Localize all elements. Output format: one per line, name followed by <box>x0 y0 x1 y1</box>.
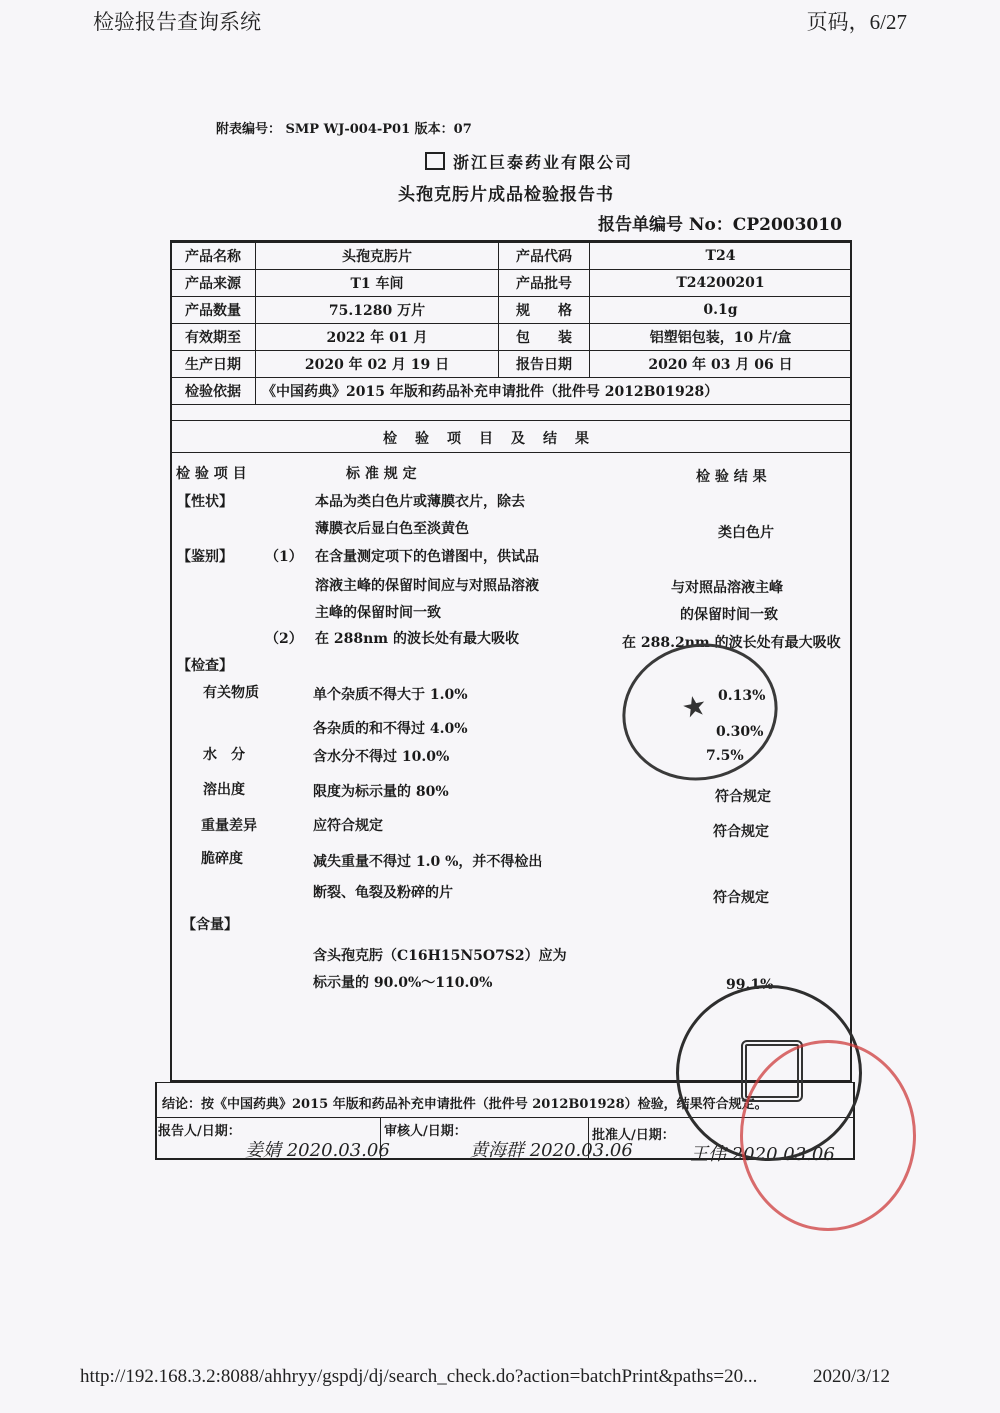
reviewer-label: 审核人/日期： <box>384 1124 467 1139</box>
friability-standard-2: 断裂、龟裂及粉碎的片 <box>313 885 453 901</box>
approver-label: 批准人/日期： <box>592 1128 675 1143</box>
appearance-standard-1: 本品为类白色片或薄膜衣片，除去 <box>315 494 525 510</box>
identification-1-number: （1） <box>265 549 303 565</box>
assay-standard-2: 标示量的 90.0%～110.0% <box>313 975 493 991</box>
column-header-result: 检 验 结 果 <box>696 469 767 485</box>
form-number: 附表编号： SMP WJ-004-P01 版本：07 <box>216 122 472 137</box>
appearance-standard-2: 薄膜衣后显白色至淡黄色 <box>315 521 469 537</box>
assay-standard-1: 含头孢克肟（C16H15N5O7S2）应为 <box>313 948 567 964</box>
company-logo-icon <box>425 152 445 170</box>
page-number: 页码，6/27 <box>806 10 907 34</box>
item-appearance: 【性状】 <box>177 494 233 510</box>
friability-result: 符合规定 <box>713 890 769 906</box>
table-row: 产品名称 头孢克肟片 产品代码 T24 <box>171 243 852 270</box>
item-weight-variation: 重量差异 <box>201 818 257 834</box>
identification-2-number: （2） <box>265 631 303 647</box>
report-number: 报告单编号 No：CP2003010 <box>598 215 842 235</box>
identification-1-standard-2: 溶液主峰的保留时间应与对照品溶液 <box>315 578 539 594</box>
water-result: 7.5% <box>706 748 744 764</box>
print-date: 2020/3/12 <box>812 1366 890 1387</box>
table-row: 产品来源 T1 车间 产品批号 T24200201 <box>171 270 852 297</box>
identification-2-result: 在 288.2nm 的波长处有最大吸收 <box>622 635 841 651</box>
info-table <box>170 242 852 405</box>
approver-signature: 王伟 2020.03.06 <box>690 1144 835 1165</box>
assay-result: 99.1% <box>726 977 774 993</box>
weight-variation-result: 符合规定 <box>713 824 769 840</box>
item-water: 水 分 <box>203 747 245 763</box>
dissolution-result: 符合规定 <box>715 789 771 805</box>
table-row: 检验依据 《中国药典》2015 年版和药品补充申请批件（批件号 2012B01928） <box>171 378 852 405</box>
identification-2-standard: 在 288nm 的波长处有最大吸收 <box>315 631 519 647</box>
reporter-label: 报告人/日期： <box>158 1124 241 1139</box>
related-substances-standard-1: 单个杂质不得大于 1.0% <box>313 687 468 703</box>
related-substances-result-2: 0.30% <box>716 724 764 740</box>
item-dissolution: 溶出度 <box>203 782 245 798</box>
pharmacy-stamp <box>740 1040 916 1231</box>
item-assay: 【含量】 <box>182 917 238 933</box>
browser-title: 检验报告查询系统 <box>93 10 261 34</box>
page-url: http://192.168.3.2:8088/ahhryy/gspdj/dj/search_check.do?action=batchPrint&paths=20... <box>80 1366 758 1387</box>
column-header-standard: 标 准 规 定 <box>346 466 417 482</box>
dissolution-standard: 限度为标示量的 80% <box>313 784 449 800</box>
section-title: 检 验 项 目 及 结 果 <box>383 431 591 447</box>
item-tests: 【检查】 <box>177 658 233 674</box>
friability-standard-1: 减失重量不得过 1.0 %，并不得检出 <box>313 854 543 870</box>
report-title: 头孢克肟片成品检验报告书 <box>398 185 614 205</box>
identification-1-standard-3: 主峰的保留时间一致 <box>315 605 441 621</box>
item-identification: 【鉴别】 <box>177 549 233 565</box>
star-icon: ★ <box>678 687 711 726</box>
identification-1-result-2: 的保留时间一致 <box>680 607 778 623</box>
appearance-result: 类白色片 <box>718 525 774 541</box>
conclusion: 结论：按《中国药典》2015 年版和药品补充申请批件（批件号 2012B01928）检验，结果符合规定。 <box>162 1097 768 1112</box>
reviewer-signature: 黄海群 2020.03.06 <box>470 1140 633 1161</box>
reporter-signature: 姜婧 2020.03.06 <box>245 1140 390 1161</box>
weight-variation-standard: 应符合规定 <box>313 818 383 834</box>
item-friability: 脆碎度 <box>201 851 243 867</box>
item-related-substances: 有关物质 <box>203 685 259 701</box>
related-substances-result-1: 0.13% <box>718 688 766 704</box>
company-name: 浙江巨泰药业有限公司 <box>425 150 633 173</box>
related-substances-standard-2: 各杂质的和不得过 4.0% <box>313 721 468 737</box>
water-standard: 含水分不得过 10.0% <box>313 749 450 765</box>
table-row: 生产日期 2020 年 02 月 19 日 报告日期 2020 年 03 月 06 日 <box>171 351 852 378</box>
table-row: 产品数量 75.1280 万片 规 格 0.1g <box>171 297 852 324</box>
table-row: 有效期至 2022 年 01 月 包 装 铝塑铝包装，10 片/盒 <box>171 324 852 351</box>
identification-1-result-1: 与对照品溶液主峰 <box>671 580 783 596</box>
identification-1-standard-1: 在含量测定项下的色谱图中，供试品 <box>315 549 539 565</box>
column-header-item: 检 验 项 目 <box>176 466 247 482</box>
